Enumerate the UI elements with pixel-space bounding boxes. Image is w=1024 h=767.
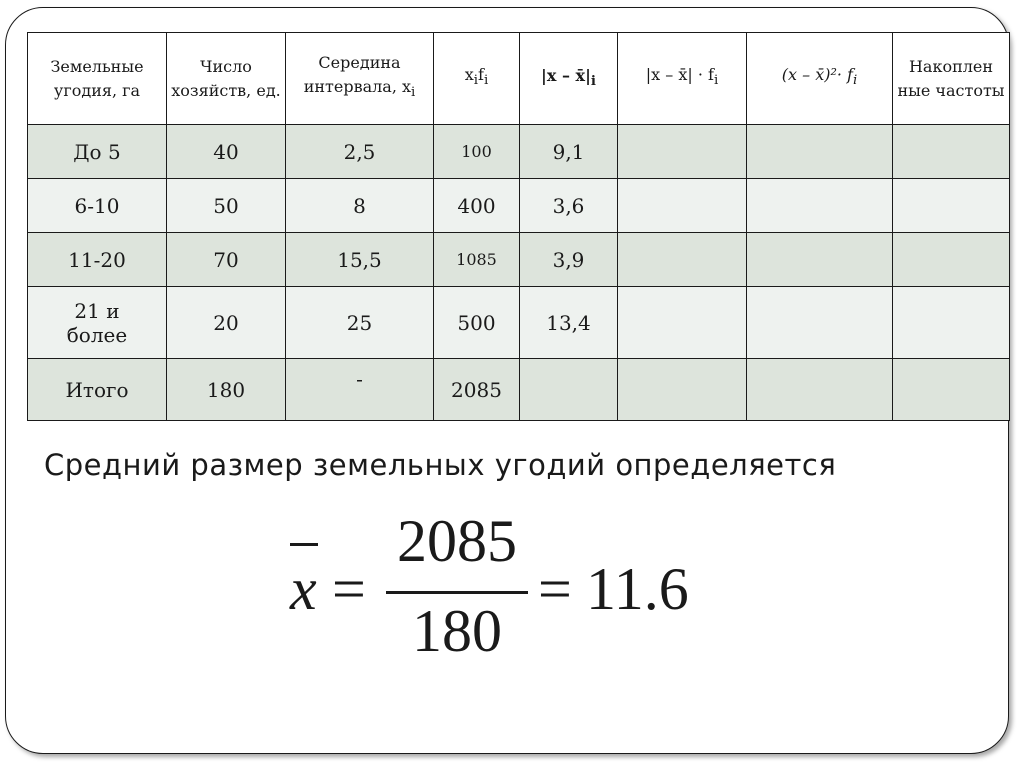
cell-cumulative-frequency (893, 125, 1010, 179)
header-land-area: Земельные угодия, га (28, 33, 167, 125)
header-abs-deviation: $|x - x̄|_i$ (520, 33, 618, 125)
cell-abs-deviation-weighted (618, 287, 747, 359)
cell-total-farm-count: 180 (167, 359, 286, 421)
cell-squared-deviation-weighted (747, 287, 893, 359)
cell-midpoint: 2,5 (286, 125, 434, 179)
cell-xf: 500 (434, 287, 520, 359)
cell-land-area: 11-20 (28, 233, 167, 287)
header-interval-midpoint: Середина интервала, $x_i$ (286, 33, 434, 125)
cell-land-area: 21 и более (28, 287, 167, 359)
cell-midpoint: 25 (286, 287, 434, 359)
cell-squared-deviation-weighted (747, 179, 893, 233)
cell-abs-deviation: 13,4 (520, 287, 618, 359)
equals-sign: = (538, 556, 572, 622)
header-xf: $x_if_i$ (434, 33, 520, 125)
cell-abs-deviation-weighted (618, 125, 747, 179)
table-total-row (28, 359, 1010, 421)
mean-formula (284, 508, 744, 675)
cell-farm-count: 20 (167, 287, 286, 359)
data-table-container (27, 32, 1010, 421)
cell-midpoint: 8 (286, 179, 434, 233)
cell-squared-deviation-weighted (747, 125, 893, 179)
cell-cumulative-frequency (893, 287, 1010, 359)
cell-squared-deviation-weighted (747, 233, 893, 287)
mean-variable: x (290, 556, 317, 622)
cell-total-label: Итого (28, 359, 167, 421)
cell-abs-deviation: 9,1 (520, 125, 618, 179)
cell-abs-deviation-weighted (618, 179, 747, 233)
equals-sign: = (332, 556, 366, 622)
fraction-numerator: 2085 (397, 508, 517, 574)
header-farm-count: Число хозяйств, ед. (167, 33, 286, 125)
cell-abs-deviation: 3,9 (520, 233, 618, 287)
header-abs-deviation-weighted: |x – x̄| · $f_i$ (618, 33, 747, 125)
mean-result: 11.6 (586, 556, 689, 622)
cell-midpoint: 15,5 (286, 233, 434, 287)
cell-xf: 1085 (434, 233, 520, 287)
cell-total-xf: 2085 (434, 359, 520, 421)
header-squared-deviation-weighted: (x – x̄)²· $f_i$ (747, 33, 893, 125)
fraction-bar (386, 591, 528, 594)
cell-cumulative-frequency (893, 179, 1010, 233)
cell-farm-count: 50 (167, 179, 286, 233)
cell-total-squared-deviation-weighted (747, 359, 893, 421)
cell-total-abs-deviation (520, 359, 618, 421)
cell-farm-count: 70 (167, 233, 286, 287)
table-row (28, 179, 1010, 233)
cell-farm-count: 40 (167, 125, 286, 179)
table-header-row (28, 33, 1010, 125)
cell-land-area: До 5 (28, 125, 167, 179)
cell-abs-deviation: 3,6 (520, 179, 618, 233)
headline-text: Средний размер земельных угодий определяется (44, 448, 837, 482)
cell-xf: 400 (434, 179, 520, 233)
cell-total-cumulative-frequency (893, 359, 1010, 421)
table-row (28, 287, 1010, 359)
cell-xf: 100 (434, 125, 520, 179)
table-row (28, 125, 1010, 179)
table-row (28, 233, 1010, 287)
fraction-denominator: 180 (412, 598, 502, 664)
cell-abs-deviation-weighted (618, 233, 747, 287)
cell-land-area: 6-10 (28, 179, 167, 233)
mean-bar-symbol (290, 543, 318, 546)
cell-total-midpoint: - (286, 359, 434, 421)
header-cumulative-frequency: Накоплен ные частоты (893, 33, 1010, 125)
cell-cumulative-frequency (893, 233, 1010, 287)
data-table (27, 32, 1010, 421)
cell-total-abs-deviation-weighted (618, 359, 747, 421)
